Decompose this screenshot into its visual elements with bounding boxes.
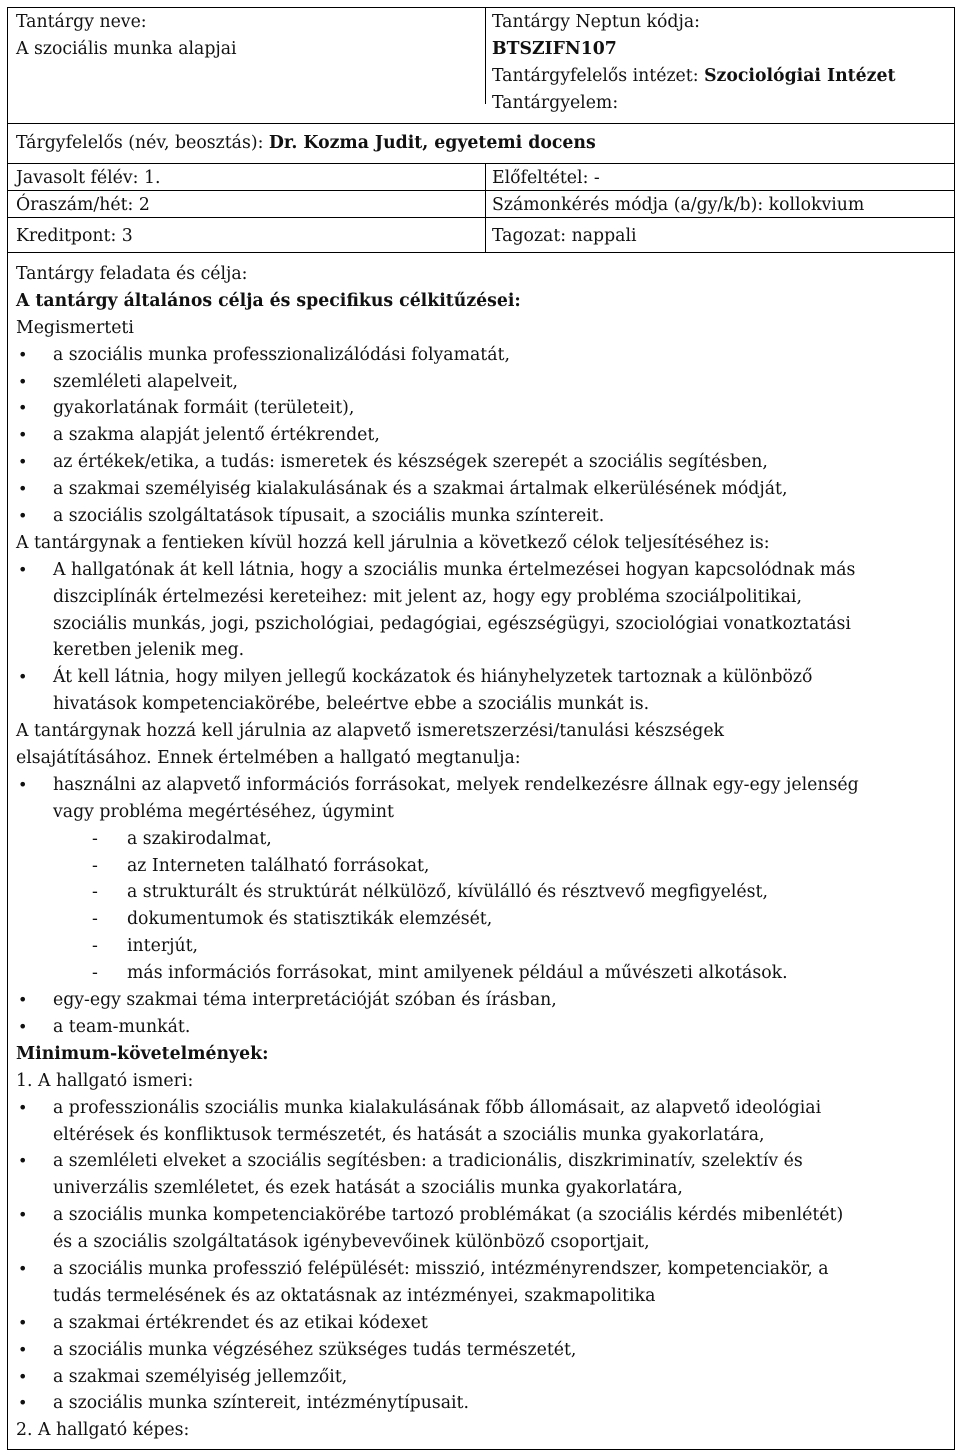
study-mode: Tagozat: nappali [492, 226, 637, 246]
list-item [16, 1095, 946, 1149]
text-line: elsajátításához. Ennek értelmében a hallgató megtanulja: [16, 748, 521, 769]
list-item: - dokumentumok és statisztikák elemzését, [16, 906, 946, 933]
additional-goals-text: A tantárgynak a fentieken kívül hozzá kell járulnia a következő célok teljesítéséhez is: [16, 532, 770, 553]
credit-points: Kreditpont: 3 [16, 226, 133, 246]
skills-dash-list [16, 826, 946, 987]
skills-bullet-list [16, 772, 946, 826]
text-line: és a szociális szolgáltatások igénybevevőinek különböző csoportjait, [53, 1232, 650, 1253]
list-item: • egy-egy szakmai téma interpretációját szóban és írásban, [16, 987, 946, 1014]
text-line: univerzális szemléletet, és ezek hatását a szociális munka gyakorlatára, [53, 1178, 683, 1199]
weekly-hours: Óraszám/hét: 2 [16, 195, 150, 215]
list-item [16, 1148, 946, 1202]
goal-heading: A tantárgy általános célja és specifikus célkitűzései: [16, 290, 521, 311]
list-item [16, 1364, 946, 1391]
text-line: diszciplínák értelmezési kereteihez: mit jelent az, hogy egy probléma szociálpolitikai, [53, 586, 802, 607]
list-item: - interjút, [16, 933, 946, 960]
skills-bullet-list-rest [16, 987, 946, 1041]
neptun-code: BTSZIFN107 [492, 39, 617, 59]
list-item: - az Interneten található forrásokat, [16, 853, 946, 880]
minimum-requirements-heading: Minimum-követelmények: [16, 1043, 269, 1064]
able-label: 2. A hallgató képes: [16, 1420, 190, 1441]
list-item: • a szociális munka professzionalizálódási folyamatát, [16, 342, 946, 369]
text-line: • a szociális munka színtereit, intézménytípusait. [53, 1393, 469, 1414]
text-line: • a professzionális szociális munka kialakulásának főbb állomásait, az alapvető ideológiai [53, 1097, 822, 1118]
list-item: • a szakma alapját jelentő értékrendet, [16, 422, 946, 449]
list-item [16, 664, 946, 718]
subject-element-label: Tantárgyelem: [492, 93, 619, 113]
list-item: • a team-munkát. [16, 1014, 946, 1041]
list-item: • az értékek/etika, a tudás: ismeretek és készségek szerepét a szociális segítésben, [16, 449, 946, 476]
text-line: • használni az alapvető információs forrásokat, melyek rendelkezésre állnak egy-egy jelenség [53, 774, 859, 795]
text-line: • a szakmai személyiség jellemzőit, [53, 1366, 348, 1387]
list-item: • gyakorlatának formáit (területeit), [16, 395, 946, 422]
text-line: • a szemléleti elveket a szociális segítésben: a tradicionális, diszkriminatív, szelektív és [53, 1151, 803, 1172]
list-item: • a szakmai személyiség kialakulásának és a szakmai ártalmak elkerülésének módját, [16, 476, 946, 503]
list-item [16, 557, 946, 665]
knows-label: 1. A hallgató ismeri: [16, 1070, 194, 1091]
text-line: A tantárgynak hozzá kell járulnia az alapvető ismeretszerzési/tanulási készségek [16, 721, 725, 742]
exam-type: Számonkérés módja (a/gy/k/b): kollokvium [492, 195, 865, 215]
list-item: - a strukturált és struktúrát nélkülöző, kívülálló és résztvevő megfigyelést, [16, 879, 946, 906]
list-item: • a szociális szolgáltatások típusait, a szociális munka színtereit. [16, 503, 946, 530]
text-line: • a szociális munka professzió felépülését: misszió, intézményrendszer, kompetenciakör, a [53, 1258, 829, 1279]
text-line: • a szakmai értékrendet és az etikai kódexet [53, 1312, 428, 1333]
text-line: • a szociális munka végzéséhez szükséges tudás természetét, [53, 1339, 577, 1360]
text-line: tudás termelésének és az oktatásnak az intézményei, szakmapolitika [53, 1285, 656, 1306]
neptun-code-label: Tantárgy Neptun kódja: [492, 12, 700, 32]
suggested-semester: Javasolt félév: 1. [16, 168, 161, 188]
intro-text: Megismerteti [16, 317, 134, 338]
text-line: szociális munkás, jogi, pszichológiai, pedagógiai, egészségügyi, szociológiai vonatkoztatási [53, 613, 851, 634]
responsible-person: Tárgyfelelős (név, beosztás): Dr. Kozma Judit, egyetemi docens [16, 133, 596, 153]
text-line: vagy probléma megértéséhez, úgymint [53, 801, 394, 822]
list-item: • szemléleti alapelveit, [16, 369, 946, 396]
text-line: eltérések és konfliktusok természetét, és hatását a szociális munka gyakorlatára, [53, 1124, 765, 1145]
list-item [16, 1390, 946, 1417]
text-line: • Át kell látnia, hogy milyen jellegű kockázatok és hiányhelyzetek tartoznak a különböző [53, 667, 813, 688]
text-line: • a szociális munka kompetenciakörébe tartozó problémákat (a szociális kérdés mibenlétét) [53, 1205, 844, 1226]
list-item [16, 1310, 946, 1337]
list-item [16, 1202, 946, 1256]
goals-bullet-list [16, 557, 946, 718]
prerequisite: Előfeltétel: - [492, 168, 600, 188]
list-item: - a szakirodalmat, [16, 826, 946, 853]
skills-text [16, 718, 946, 772]
header-row-5 [8, 218, 954, 253]
intro-bullet-list [16, 342, 946, 530]
subject-datasheet [7, 7, 955, 1450]
list-item [16, 1256, 946, 1310]
subject-name: A szociális munka alapjai [16, 39, 237, 59]
knows-bullet-list [16, 1095, 946, 1418]
list-item: - más információs forrásokat, mint amilyenek például a művészeti alkotások. [16, 960, 946, 987]
subject-name-label: Tantárgy neve: [16, 12, 147, 32]
text-line: • A hallgatónak át kell látnia, hogy a szociális munka értelmezései hogyan kapcsolódnak más [53, 559, 856, 580]
list-item [16, 1337, 946, 1364]
column-divider-mid [485, 164, 486, 253]
course-description [16, 261, 946, 1444]
responsible-institute: Tantárgyfelelős intézet: Szociológiai Intézet [492, 66, 896, 86]
text-line: keretben jelenik meg. [53, 640, 245, 661]
text-line: hivatások kompetenciakörébe, beleértve ebbe a szociális munkát is. [53, 694, 650, 715]
list-item [16, 772, 946, 826]
column-divider-top [485, 8, 486, 104]
task-label: Tantárgy feladata és célja: [16, 264, 248, 284]
